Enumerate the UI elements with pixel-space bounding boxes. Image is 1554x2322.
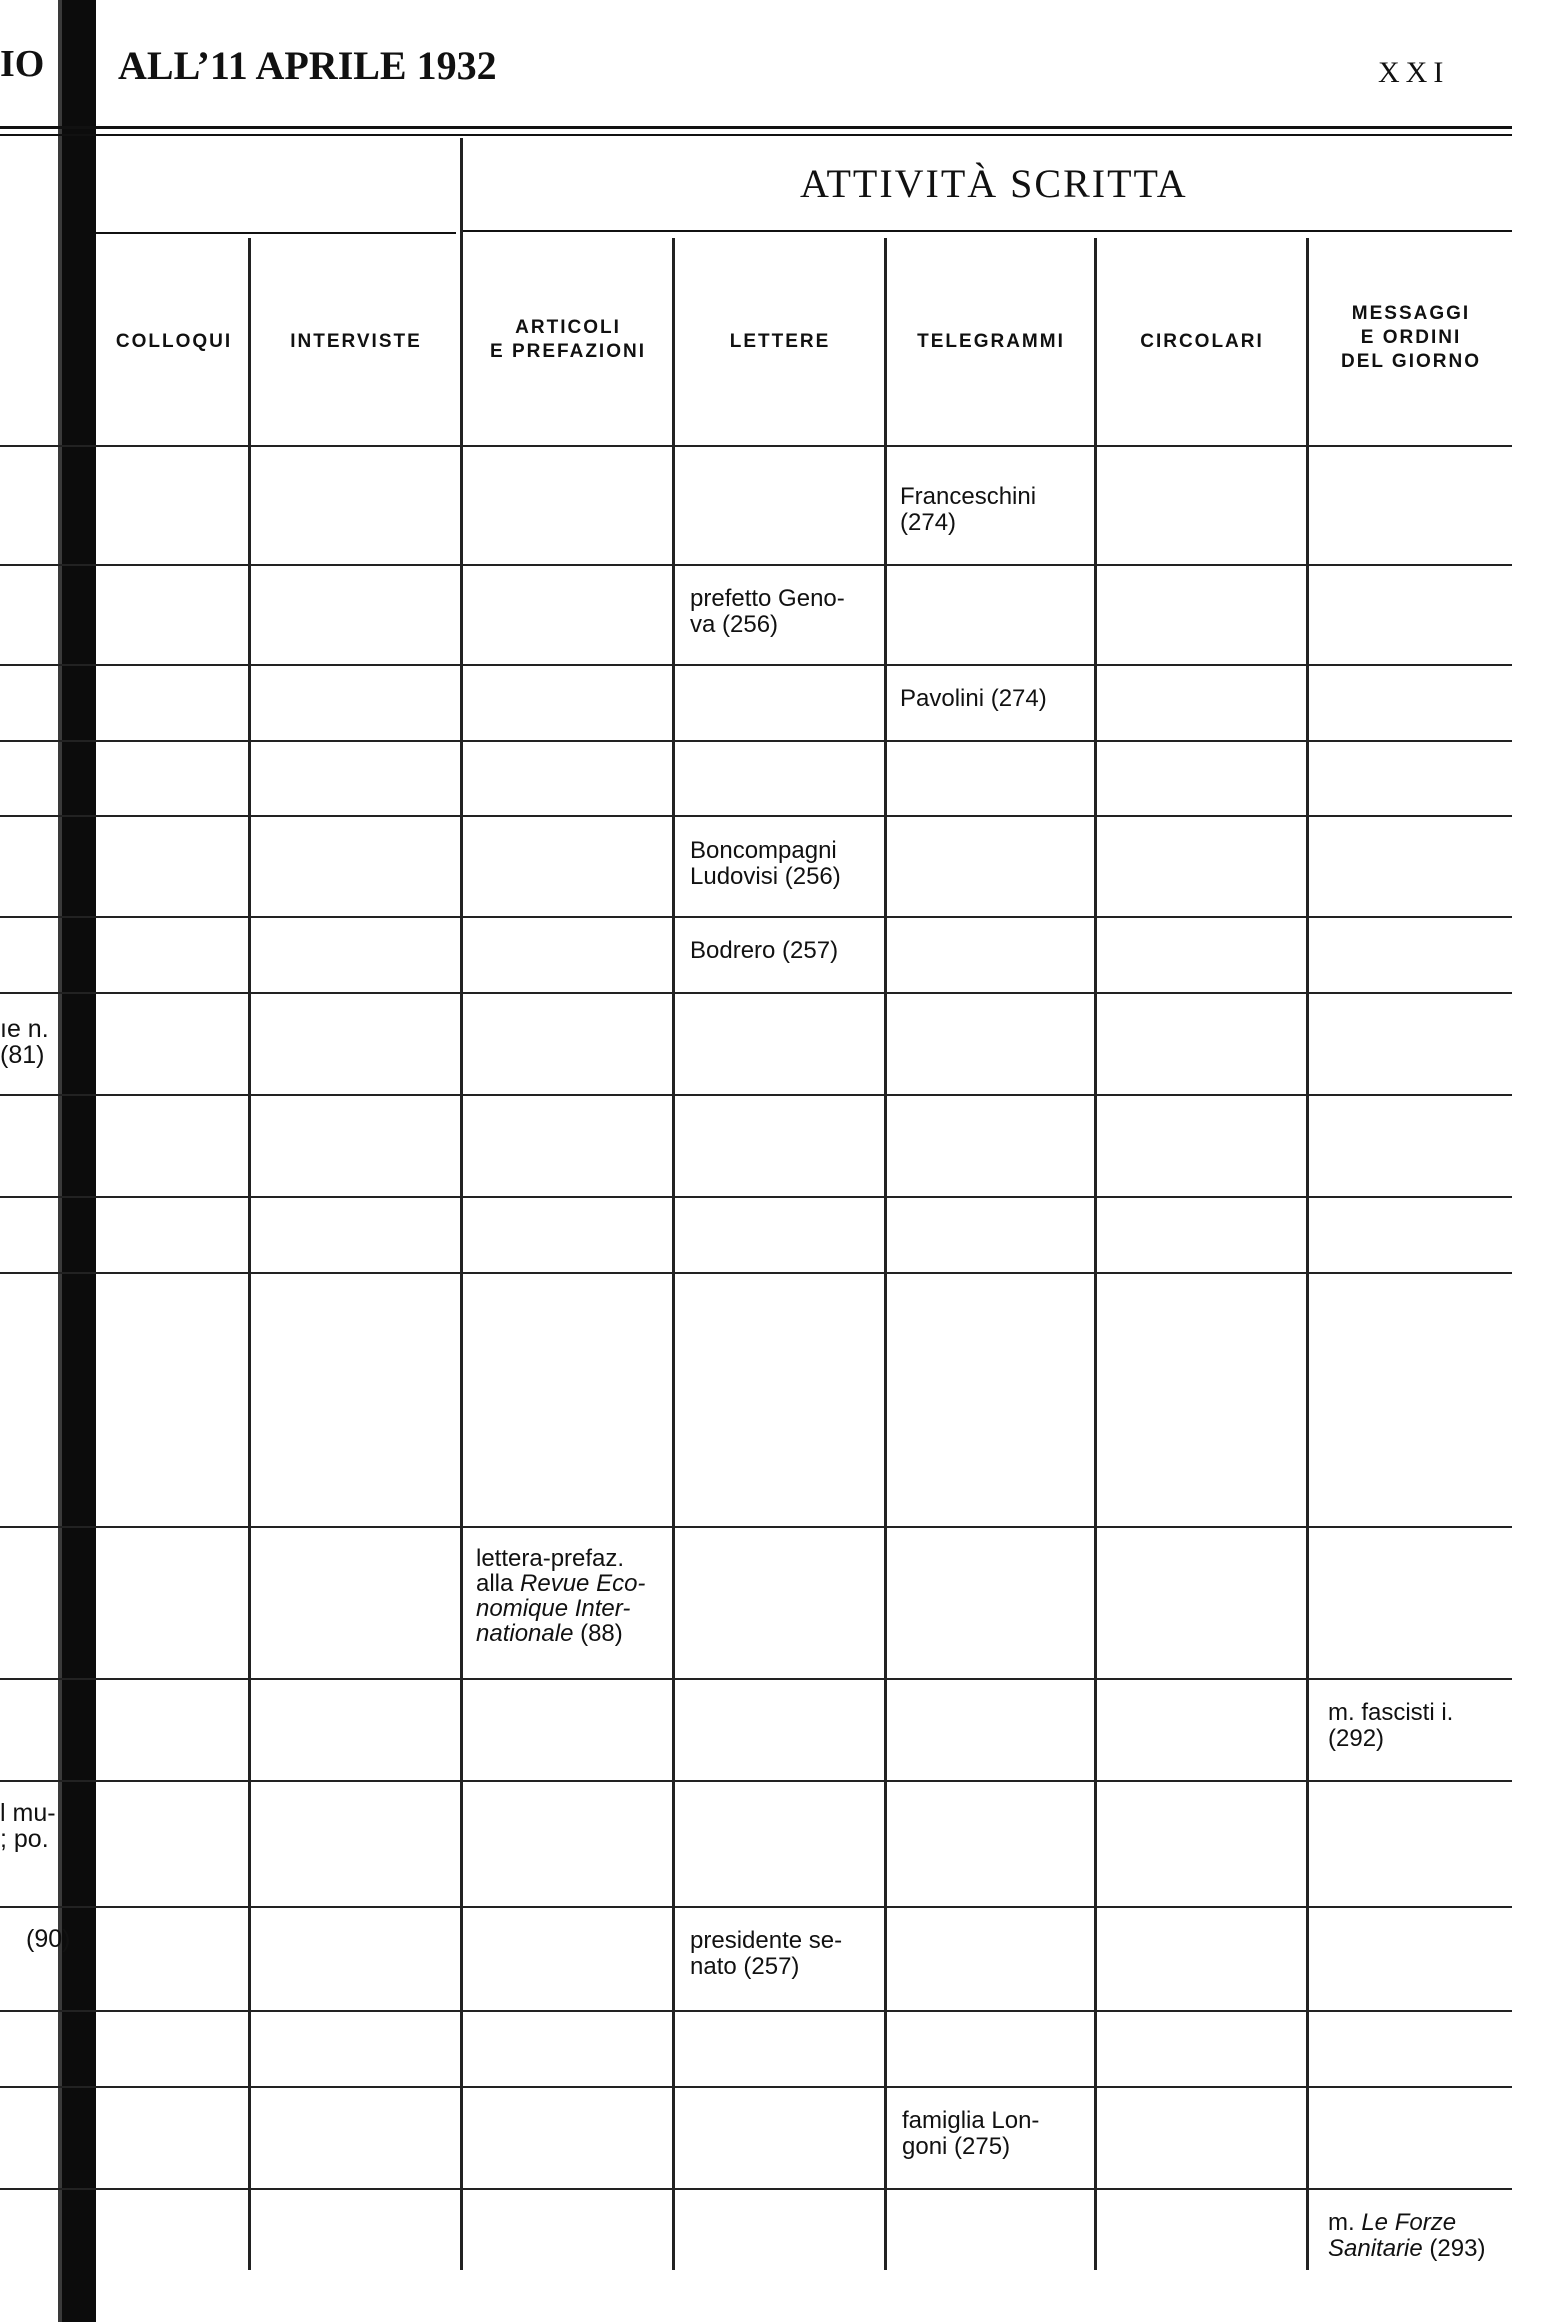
row-rule xyxy=(0,1272,1512,1274)
section-rule xyxy=(462,230,1512,232)
entry-line: Franceschini xyxy=(900,483,1037,510)
column-divider-5 xyxy=(1094,238,1097,2270)
entry-line: nomique Inter- xyxy=(476,1595,631,1622)
entry-line xyxy=(476,1621,645,1646)
column-header-articoli xyxy=(464,316,672,364)
row-rule xyxy=(0,564,1512,566)
column-divider-1 xyxy=(248,238,251,2270)
left-fragment-1 xyxy=(0,1016,49,1068)
entry-text-italic: Le Forze xyxy=(1361,2209,1457,2236)
telegram-entry-famiglia-longoni xyxy=(902,2108,1039,2160)
column-header-articoli-line1: ARTICOLI xyxy=(515,317,621,338)
row-rule xyxy=(0,815,1512,817)
left-fragment-2 xyxy=(0,1800,56,1852)
left-fragment-2-line2: ; po. xyxy=(0,1825,49,1853)
entry-text: (88) xyxy=(573,1620,623,1647)
row-rule xyxy=(0,740,1512,742)
entry-line: Boncompagni xyxy=(690,837,837,864)
left-fragment-1-line1: ıe n. xyxy=(0,1015,49,1043)
row-rule xyxy=(0,992,1512,994)
row-rule xyxy=(0,445,1512,447)
message-entry-le-forze-sanitarie xyxy=(1328,2210,1485,2262)
entry-line: (292) xyxy=(1328,1725,1385,1752)
section-title: ATTIVITÀ SCRITTA xyxy=(800,161,1188,206)
entry-line: (274) xyxy=(900,509,957,536)
row-rule xyxy=(0,664,1512,666)
letter-entry-presidente-senato xyxy=(690,1928,842,1980)
column-header-colloqui: COLLOQUI xyxy=(115,331,233,352)
header-left-fragment: IO xyxy=(0,43,45,85)
entry-text-italic: nationale xyxy=(476,1620,574,1647)
entry-line: nato (257) xyxy=(690,1953,800,1980)
entry-text-italic: Sanitarie xyxy=(1328,2235,1423,2262)
row-rule xyxy=(0,1906,1512,1908)
left-fragment-2-line1: l mu- xyxy=(0,1799,56,1827)
left-fragment-3: (90) xyxy=(26,1925,71,1953)
column-header-telegrammi: TELEGRAMMI xyxy=(917,331,1065,352)
column-divider-2 xyxy=(460,138,463,2270)
letter-entry-bodrero: Bodrero (257) xyxy=(690,937,839,964)
letter-entry-boncompagni-ludovisi xyxy=(690,838,841,890)
entry-line xyxy=(1328,2210,1485,2236)
telegram-entry-franceschini xyxy=(900,484,1036,536)
row-rule xyxy=(0,1196,1512,1198)
article-entry-lettera-prefazione xyxy=(476,1546,645,1646)
entry-text: alla xyxy=(476,1570,521,1597)
column-header-messaggi xyxy=(1310,302,1512,374)
row-rule xyxy=(0,1678,1512,1680)
column-header-articoli-line2: E PREFAZIONI xyxy=(490,341,646,362)
running-header-title: ALL’11 APRILE 1932 xyxy=(118,43,497,88)
column-header-circolari: CIRCOLARI xyxy=(1140,331,1264,352)
column-header-messaggi-line1: MESSAGGI xyxy=(1351,303,1471,324)
header-rule-top xyxy=(0,126,1512,129)
entry-text: (293) xyxy=(1422,2235,1486,2262)
column-header-interviste: INTERVISTE xyxy=(290,331,422,352)
column-divider-3 xyxy=(672,238,675,2270)
entry-line: Ludovisi (256) xyxy=(690,863,841,890)
letter-entry-prefetto-genova xyxy=(690,586,845,638)
left-section-rule xyxy=(96,232,456,234)
entry-line: m. fascisti i. xyxy=(1328,1699,1454,1726)
column-header-lettere: LETTERE xyxy=(729,331,831,352)
header-rule-bottom xyxy=(0,134,1512,136)
entry-line xyxy=(1328,2236,1485,2262)
row-rule xyxy=(0,1780,1512,1782)
entry-line: prefetto Geno- xyxy=(690,585,845,612)
row-rule xyxy=(0,916,1512,918)
entry-text-italic: Revue Eco- xyxy=(520,1570,646,1597)
entry-line: famiglia Lon- xyxy=(902,2107,1040,2134)
entry-line xyxy=(476,1571,645,1596)
column-divider-4 xyxy=(884,238,887,2270)
message-entry-fascisti xyxy=(1328,1700,1453,1752)
page-number: XXI xyxy=(1378,56,1450,89)
row-rule xyxy=(0,1094,1512,1096)
entry-text: m. xyxy=(1328,2209,1362,2236)
column-header-messaggi-line3: DEL GIORNO xyxy=(1341,351,1481,372)
row-rule xyxy=(0,1526,1512,1528)
entry-line: goni (275) xyxy=(902,2133,1011,2160)
column-divider-6 xyxy=(1306,238,1309,2270)
column-header-messaggi-line2: E ORDINI xyxy=(1360,327,1462,348)
book-binding-shadow xyxy=(62,0,96,2322)
row-rule xyxy=(0,2188,1512,2190)
telegram-entry-pavolini: Pavolini (274) xyxy=(900,685,1047,712)
row-rule xyxy=(0,2086,1512,2088)
entry-line: lettera-prefaz. xyxy=(476,1545,625,1572)
row-rule xyxy=(0,2010,1512,2012)
left-fragment-1-line2: (81) xyxy=(0,1041,45,1069)
entry-line: va (256) xyxy=(690,611,779,638)
entry-line: presidente se- xyxy=(690,1927,843,1954)
